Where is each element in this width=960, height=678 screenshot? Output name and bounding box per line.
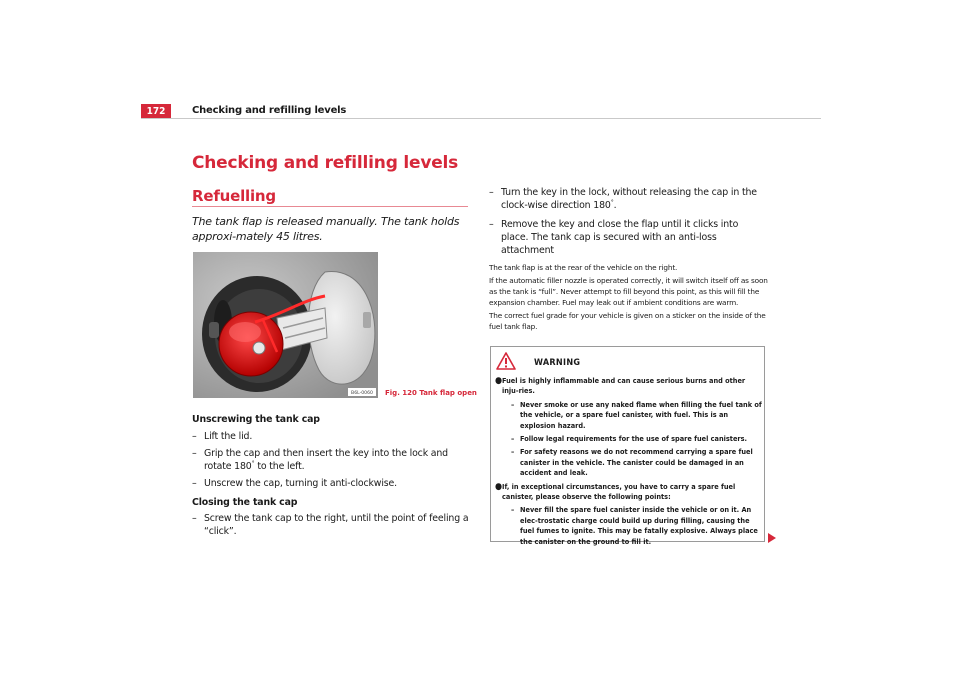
list-item: – Turn the key in the lock, without releasing the cap in the clock-wise direction 180°.: [489, 187, 757, 211]
warning-subitem: – Never smoke or use any naked flame when filling the fuel tank of the vehicle, or a spare fuel canister, with fuel. This is an explosion hazard.: [511, 399, 762, 430]
unscrewing-heading: Unscrewing the tank cap: [192, 414, 320, 425]
list-item: – Grip the cap and then insert the key into the lock and rotate 180° to the left.: [192, 448, 448, 472]
left-column: [192, 413, 474, 538]
list-item: – Remove the key and close the flap until it clicks into place. The tank cap is secured with an anti-loss attachment: [489, 219, 739, 256]
warning-title: WARNING: [534, 358, 581, 368]
note-paragraph: If the automatic filler nozzle is operated correctly, it will switch itself off as soon as the tank is “full”. Never attempt to fill beyond this point, as this will fill the expansion chamber. Fuel may leak out if ambient conditions are warm.: [489, 276, 768, 307]
list-item: – Screw the tank cap to the right, until the point of feeling a “click”.: [192, 513, 469, 537]
warning-subitem: – Never fill the spare fuel canister inside the vehicle or on it. An elec-trostatic charge could build up during filling, causing the fuel fumes to ignite. This may be fatally explosive. Always place the canister on the ground to fill it.: [511, 505, 758, 546]
chapter-title: Checking and refilling levels: [192, 153, 459, 173]
closing-heading: Closing the tank cap: [192, 497, 298, 508]
note-paragraph: The tank flap is at the rear of the vehicle on the right.: [489, 263, 678, 272]
warning-item: ● If, in exceptional circumstances, you have to carry a spare fuel canister, please observe the following points:: [495, 481, 736, 502]
header-rule: [141, 118, 821, 119]
notes: [489, 262, 769, 334]
figure-caption: Fig. 120 Tank flap open: [385, 389, 477, 397]
figure-code: B6L-0060: [351, 391, 373, 396]
list-item: – Lift the lid.: [192, 431, 253, 442]
bullet-icon: ●: [495, 481, 503, 492]
section-rule: [192, 206, 468, 207]
note-paragraph: The correct fuel grade for your vehicle is given on a sticker on the inside of the fuel tank flap.: [489, 311, 766, 331]
warning-box: [490, 346, 765, 546]
lead-paragraph: The tank flap is released manually. The tank holds approxi-mately 45 litres.: [192, 215, 460, 243]
section-title: Refuelling: [192, 187, 276, 205]
right-column-steps: [489, 186, 767, 257]
page-number: 172: [141, 104, 171, 119]
warning-triangle-icon: [496, 352, 516, 370]
warning-subitem: – Follow legal requirements for the use of spare fuel canisters.: [511, 434, 748, 444]
running-head: Checking and refilling levels: [192, 105, 347, 116]
warning-subitem: – For safety reasons we do not recommend carrying a spare fuel canister in the vehicle. The canister could be damaged in an accident and leak.: [511, 447, 753, 478]
continue-arrow-icon: [767, 532, 777, 544]
warning-body: [495, 376, 763, 547]
warning-header: [491, 350, 764, 372]
list-item: – Unscrew the cap, turning it anti-clockwise.: [192, 478, 397, 489]
tank-flap-figure: [193, 252, 378, 398]
bullet-icon: ●: [495, 376, 503, 386]
warning-item: ● Fuel is highly inflammable and can cause serious burns and other inju-ries.: [495, 376, 746, 396]
tank-flap-illustration: [193, 252, 378, 398]
